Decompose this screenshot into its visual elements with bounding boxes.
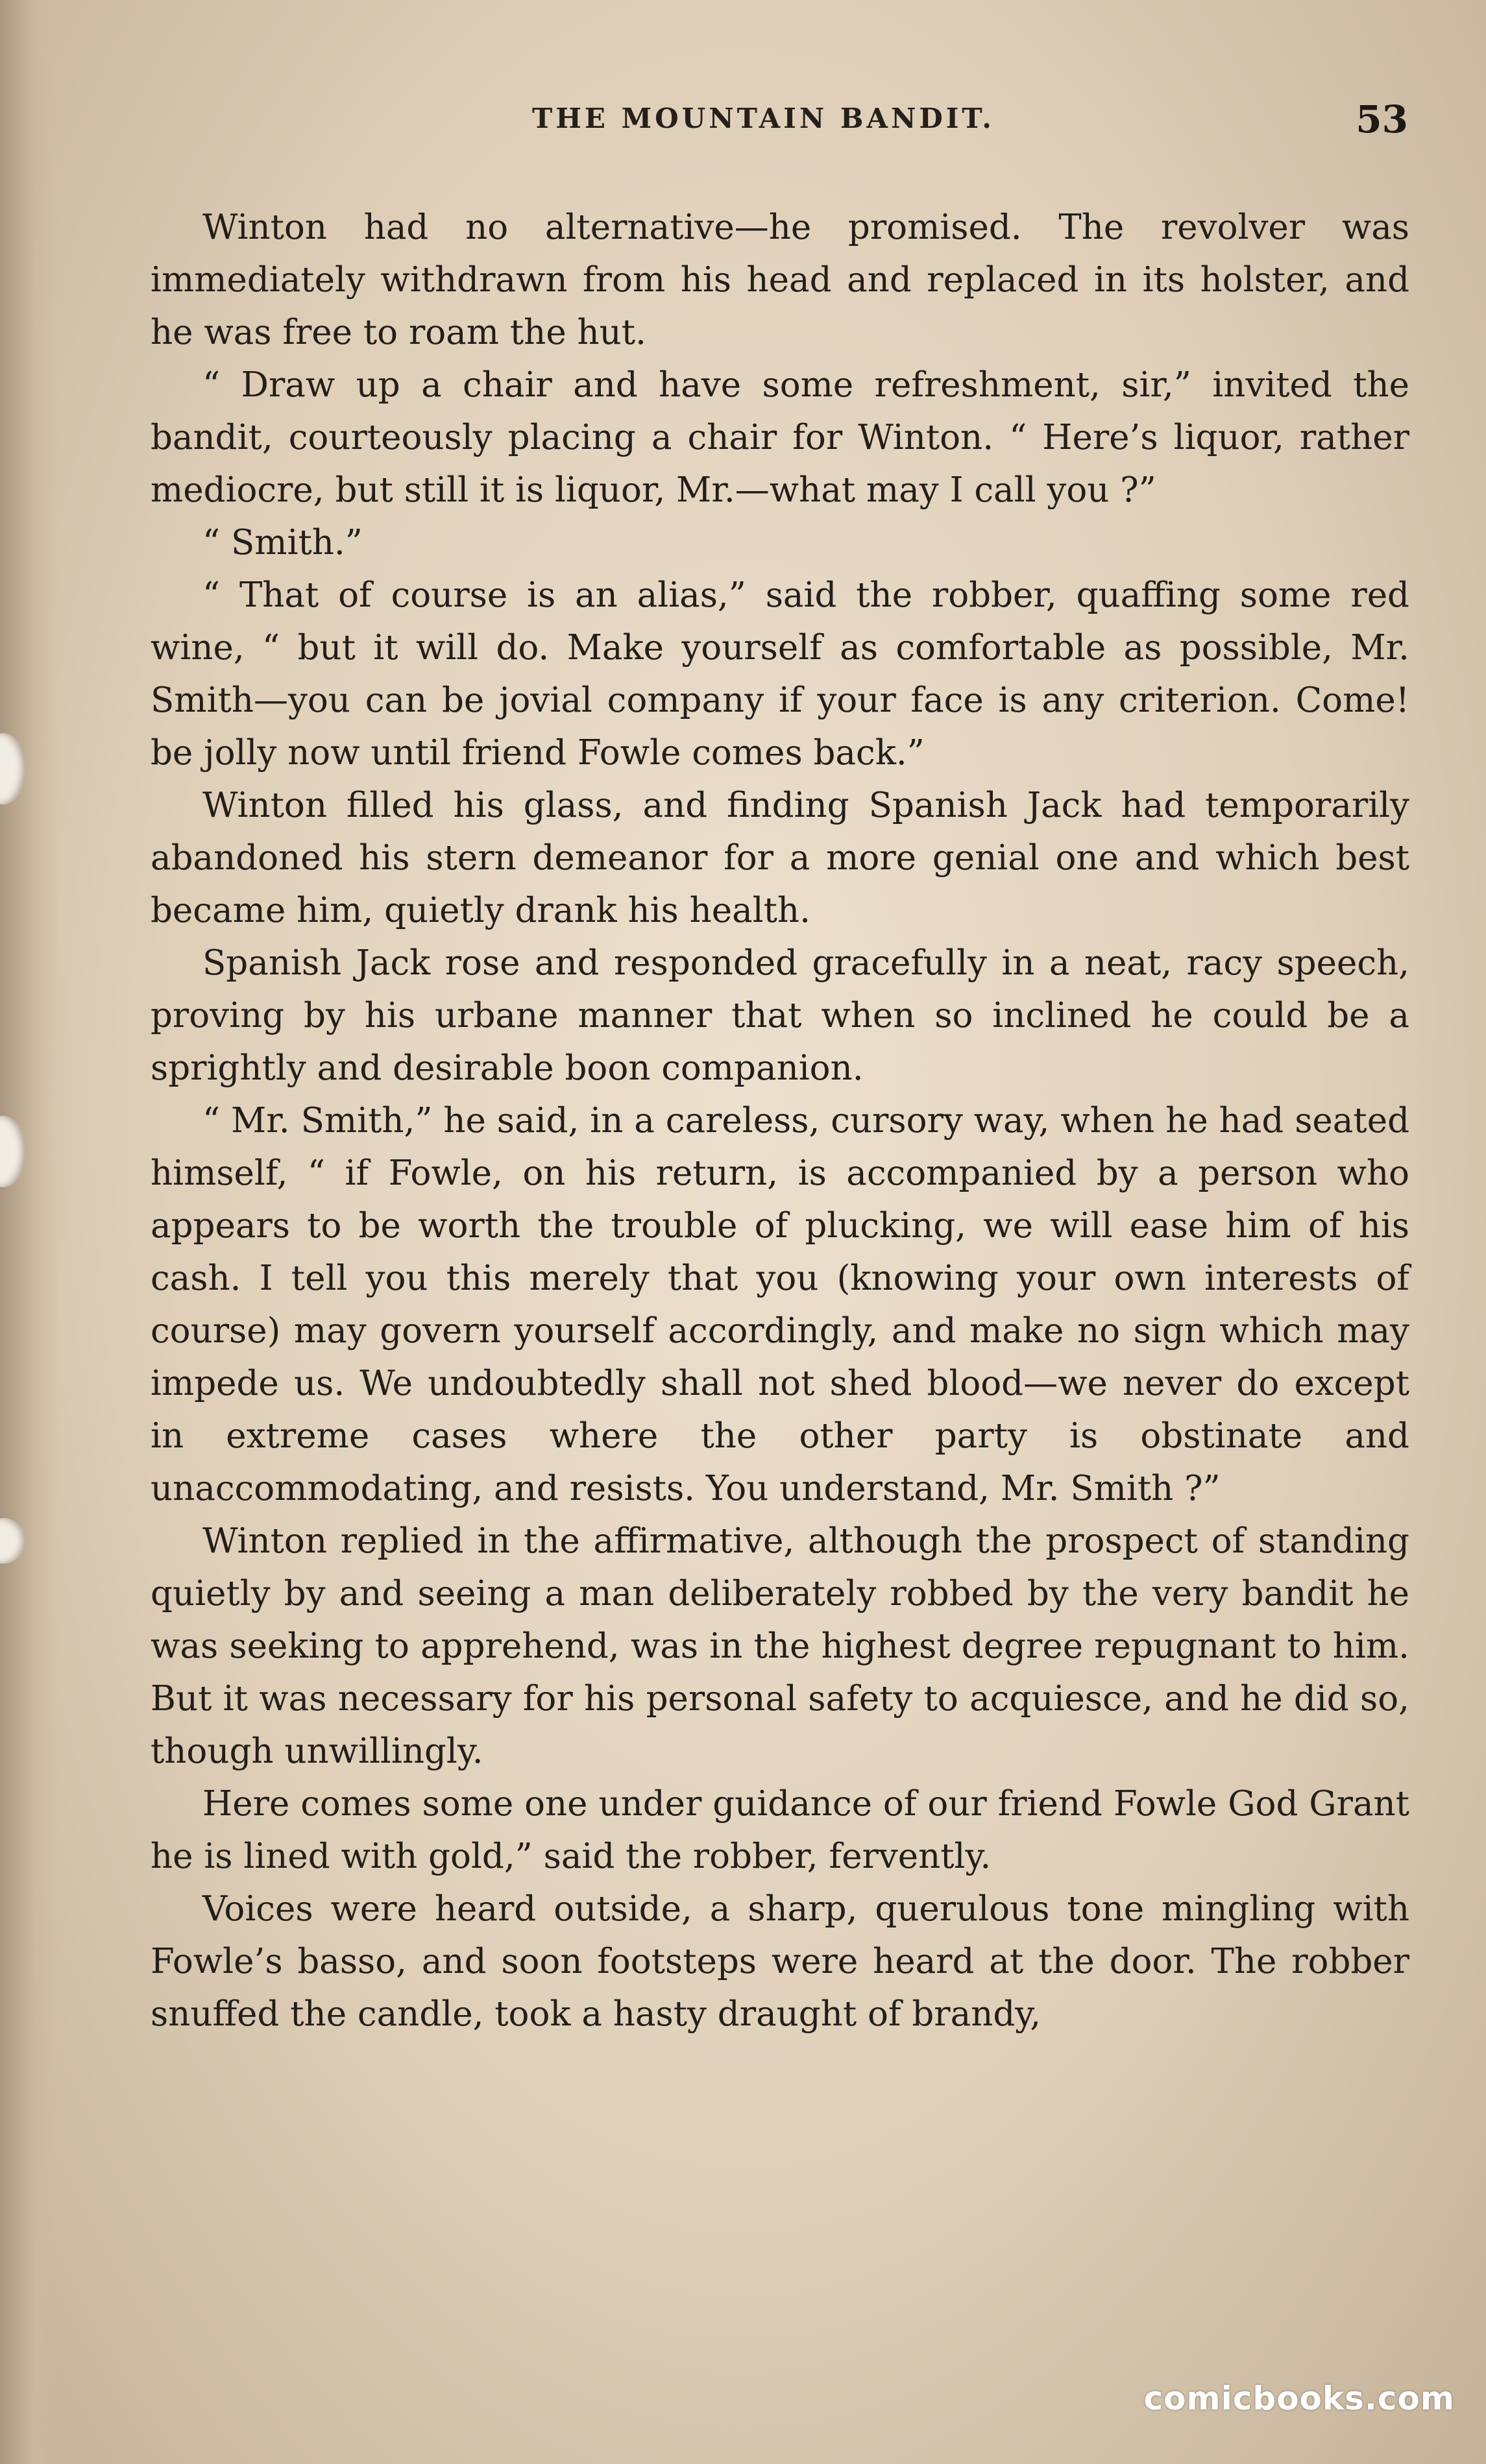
page-binding-edge (0, 0, 58, 2464)
paragraph: Here comes some one under guidance of our friend Fowle God Grant he is lined with gold,” said the robber, fervently. (151, 1784, 1409, 1876)
page-header (149, 97, 1408, 149)
page-number: 53 (1356, 97, 1408, 141)
paragraph: “ That of course is an alias,” said the robber, quaffing some red wine, “ but it will do. Make yourself as comfortable as possible, Mr. Smith—you can be jovial company if your face is any criterion. Come! be jolly now until friend Fowle comes back.” (151, 575, 1409, 773)
site-watermark: comicbooks.com (1143, 2380, 1455, 2417)
paragraph: “ Draw up a chair and have some refreshment, sir,” invited the bandit, courteously placing a chair for Winton. “ Here’s liquor, rather mediocre, but still it is liquor, Mr.—what may I call you ?” (151, 365, 1409, 510)
running-title: THE MOUNTAIN BANDIT. (532, 103, 995, 134)
paragraph: “ Smith.” (202, 523, 363, 562)
paragraph: Winton had no alternative—he promised. The revolver was immediately withdrawn from his head and replaced in its holster, and he was free to roam the hut. (151, 208, 1409, 352)
paragraph: Winton replied in the affirmative, although the prospect of standing quietly by and seeing a man deliberately robbed by the very bandit he was seeking to apprehend, was in the highest degree repugnant to him. But it was necessary for his personal safety to acquiesce, and he did so, though unwillingly. (151, 1521, 1409, 1771)
paragraph: Spanish Jack rose and responded gracefully in a neat, racy speech, proving by his urbane manner that when so inclined he could be a sprightly and desirable boon companion. (151, 943, 1409, 1088)
paragraph: “ Mr. Smith,” he said, in a careless, cursory way, when he had seated himself, “ if Fowle, on his return, is accompanied by a person who appears to be worth the trouble of plucking, we will ease him of his cash. I tell you this merely that you (knowing your own interests of course) may govern yourself accordingly, and make no sign which may impede us. We undoubtedly shall not shed blood—we never do except in extreme cases where the other party is obstinate and unaccommodating, and resists. You understand, Mr. Smith ?” (151, 1101, 1409, 1508)
paragraph: Winton filled his glass, and finding Spanish Jack had temporarily abandoned his stern demeanor for a more genial one and which best became him, quietly drank his health. (151, 786, 1409, 930)
body-text (151, 201, 1409, 2040)
paragraph: Voices were heard outside, a sharp, querulous tone mingling with Fowle’s basso, and soon footsteps were heard at the door. The robber snuffed the candle, took a hasty draught of brandy, (151, 1889, 1409, 2034)
